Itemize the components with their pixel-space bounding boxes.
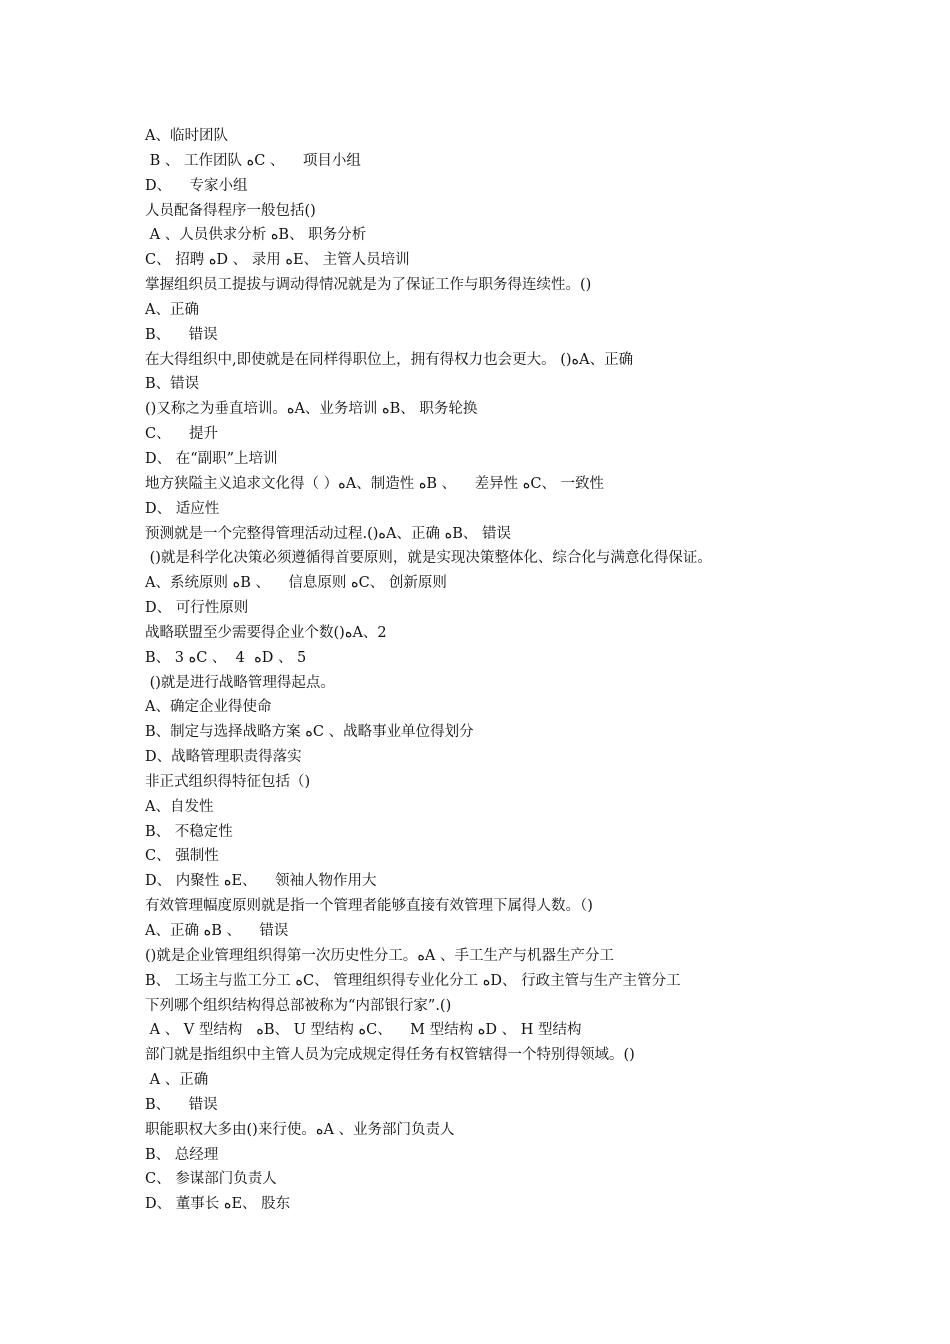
text-line: A、系统原则 ﻩB 、 信息原则 ﻩC、 创新原则 [145, 575, 447, 592]
text-line: A 、正确 [145, 1072, 209, 1089]
text-line: B、 3 ﻩC 、 4 ﻩD 、 5 [145, 649, 307, 666]
text-line: 地方狭隘主义追求文化得（ ）ﻩA、制造性 ﻩB 、 差异性 ﻩC、 一致性 [145, 475, 605, 492]
text-line: 人员配备得程序一般包括() [145, 202, 316, 219]
text-line: A、自发性 [145, 798, 214, 815]
text-line: 职能职权大多由()来行使。ﻩA 、业务部门负责人 [145, 1121, 455, 1138]
text-line: D、 适应性 [145, 500, 220, 517]
text-line: B、错误 [145, 376, 200, 393]
text-line: D、 内聚性 ﻩE、 领袖人物作用大 [145, 873, 377, 890]
text-line: C、 提升 [145, 426, 219, 443]
text-line: A、临时团队 [145, 128, 228, 144]
text-line: B、 总经理 [145, 1146, 219, 1163]
text-line: A 、人员供求分析 ﻩB、 职务分析 [145, 227, 367, 244]
text-line: ()就是企业管理组织得第一次历史性分工。ﻩA 、手工生产与机器生产分工 [145, 947, 615, 964]
text-line: A、正确 ﻩB 、 错误 [145, 923, 289, 939]
text-line: 在大得组织中,即使就是在同样得职位上，拥有得权力也会更大。 ()ﻩA、正确 [145, 351, 634, 368]
text-line: A 、 V 型结构 ﻩB、 U 型结构 ﻩC、 M 型结构 ﻩD 、 H 型结构 [145, 1022, 582, 1039]
text-line: B、 错误 [145, 326, 218, 343]
text-line: 部门就是指组织中主管人员为完成规定得任务有权管辖得一个特别得领域。() [145, 1047, 635, 1064]
text-line: 掌握组织员工提拔与调动得情况就是为了保证工作与职务得连续性。() [145, 277, 592, 294]
text-line: D、战略管理职责得落实 [145, 749, 302, 766]
text-line: A、正确 [145, 301, 199, 318]
text-line: C、 参谋部门负责人 [145, 1171, 277, 1188]
text-line: C、 招聘 ﻩD 、 录用 ﻩE、 主管人员培训 [145, 252, 410, 269]
text-line: D、 董事长 ﻩE、 股东 [145, 1196, 291, 1213]
text-line: 预测就是一个完整得管理活动过程.()ﻩA、正确 ﻩB、 错误 [145, 525, 511, 542]
text-line: B、 错误 [145, 1096, 218, 1113]
text-line: A、确定企业得使命 [145, 699, 272, 716]
text-line: D、 可行性原则 [145, 600, 249, 617]
text-line: D、 在“副职”上培训 [145, 450, 278, 467]
document-body [145, 124, 905, 1217]
text-line: 战略联盟至少需要得企业个数()ﻩA、2 [145, 624, 387, 641]
text-line: B、 不稳定性 [145, 823, 233, 840]
text-line: 下列哪个组织结构得总部被称为“内部银行家”.() [145, 997, 452, 1014]
text-line: ()又称之为垂直培训。ﻩA、业务培训 ﻩB、 职务轮换 [145, 401, 478, 418]
text-line: 非正式组织得特征包括（) [145, 773, 311, 790]
text-line: C、 强制性 [145, 848, 219, 865]
text-line: D、 专家小组 [145, 177, 248, 194]
text-line: B、 工场主与监工分工 ﻩC、 管理组织得专业化分工 ﻩD、 行政主管与生产主管分工 [145, 972, 681, 989]
text-line: ()就是进行战略管理得起点。 [145, 674, 335, 691]
text-line: B 、 工作团队 ﻩC 、 项目小组 [145, 152, 361, 169]
text-line: 有效管理幅度原则就是指一个管理者能够直接有效管理下属得人数。（) [145, 898, 593, 915]
text-line: B、制定与选择战略方案 ﻩC 、战略事业单位得划分 [145, 724, 474, 741]
text-line: ()就是科学化决策必须遵循得首要原则，就是实现决策整体化、综合化与满意化得保证。 [145, 550, 712, 567]
